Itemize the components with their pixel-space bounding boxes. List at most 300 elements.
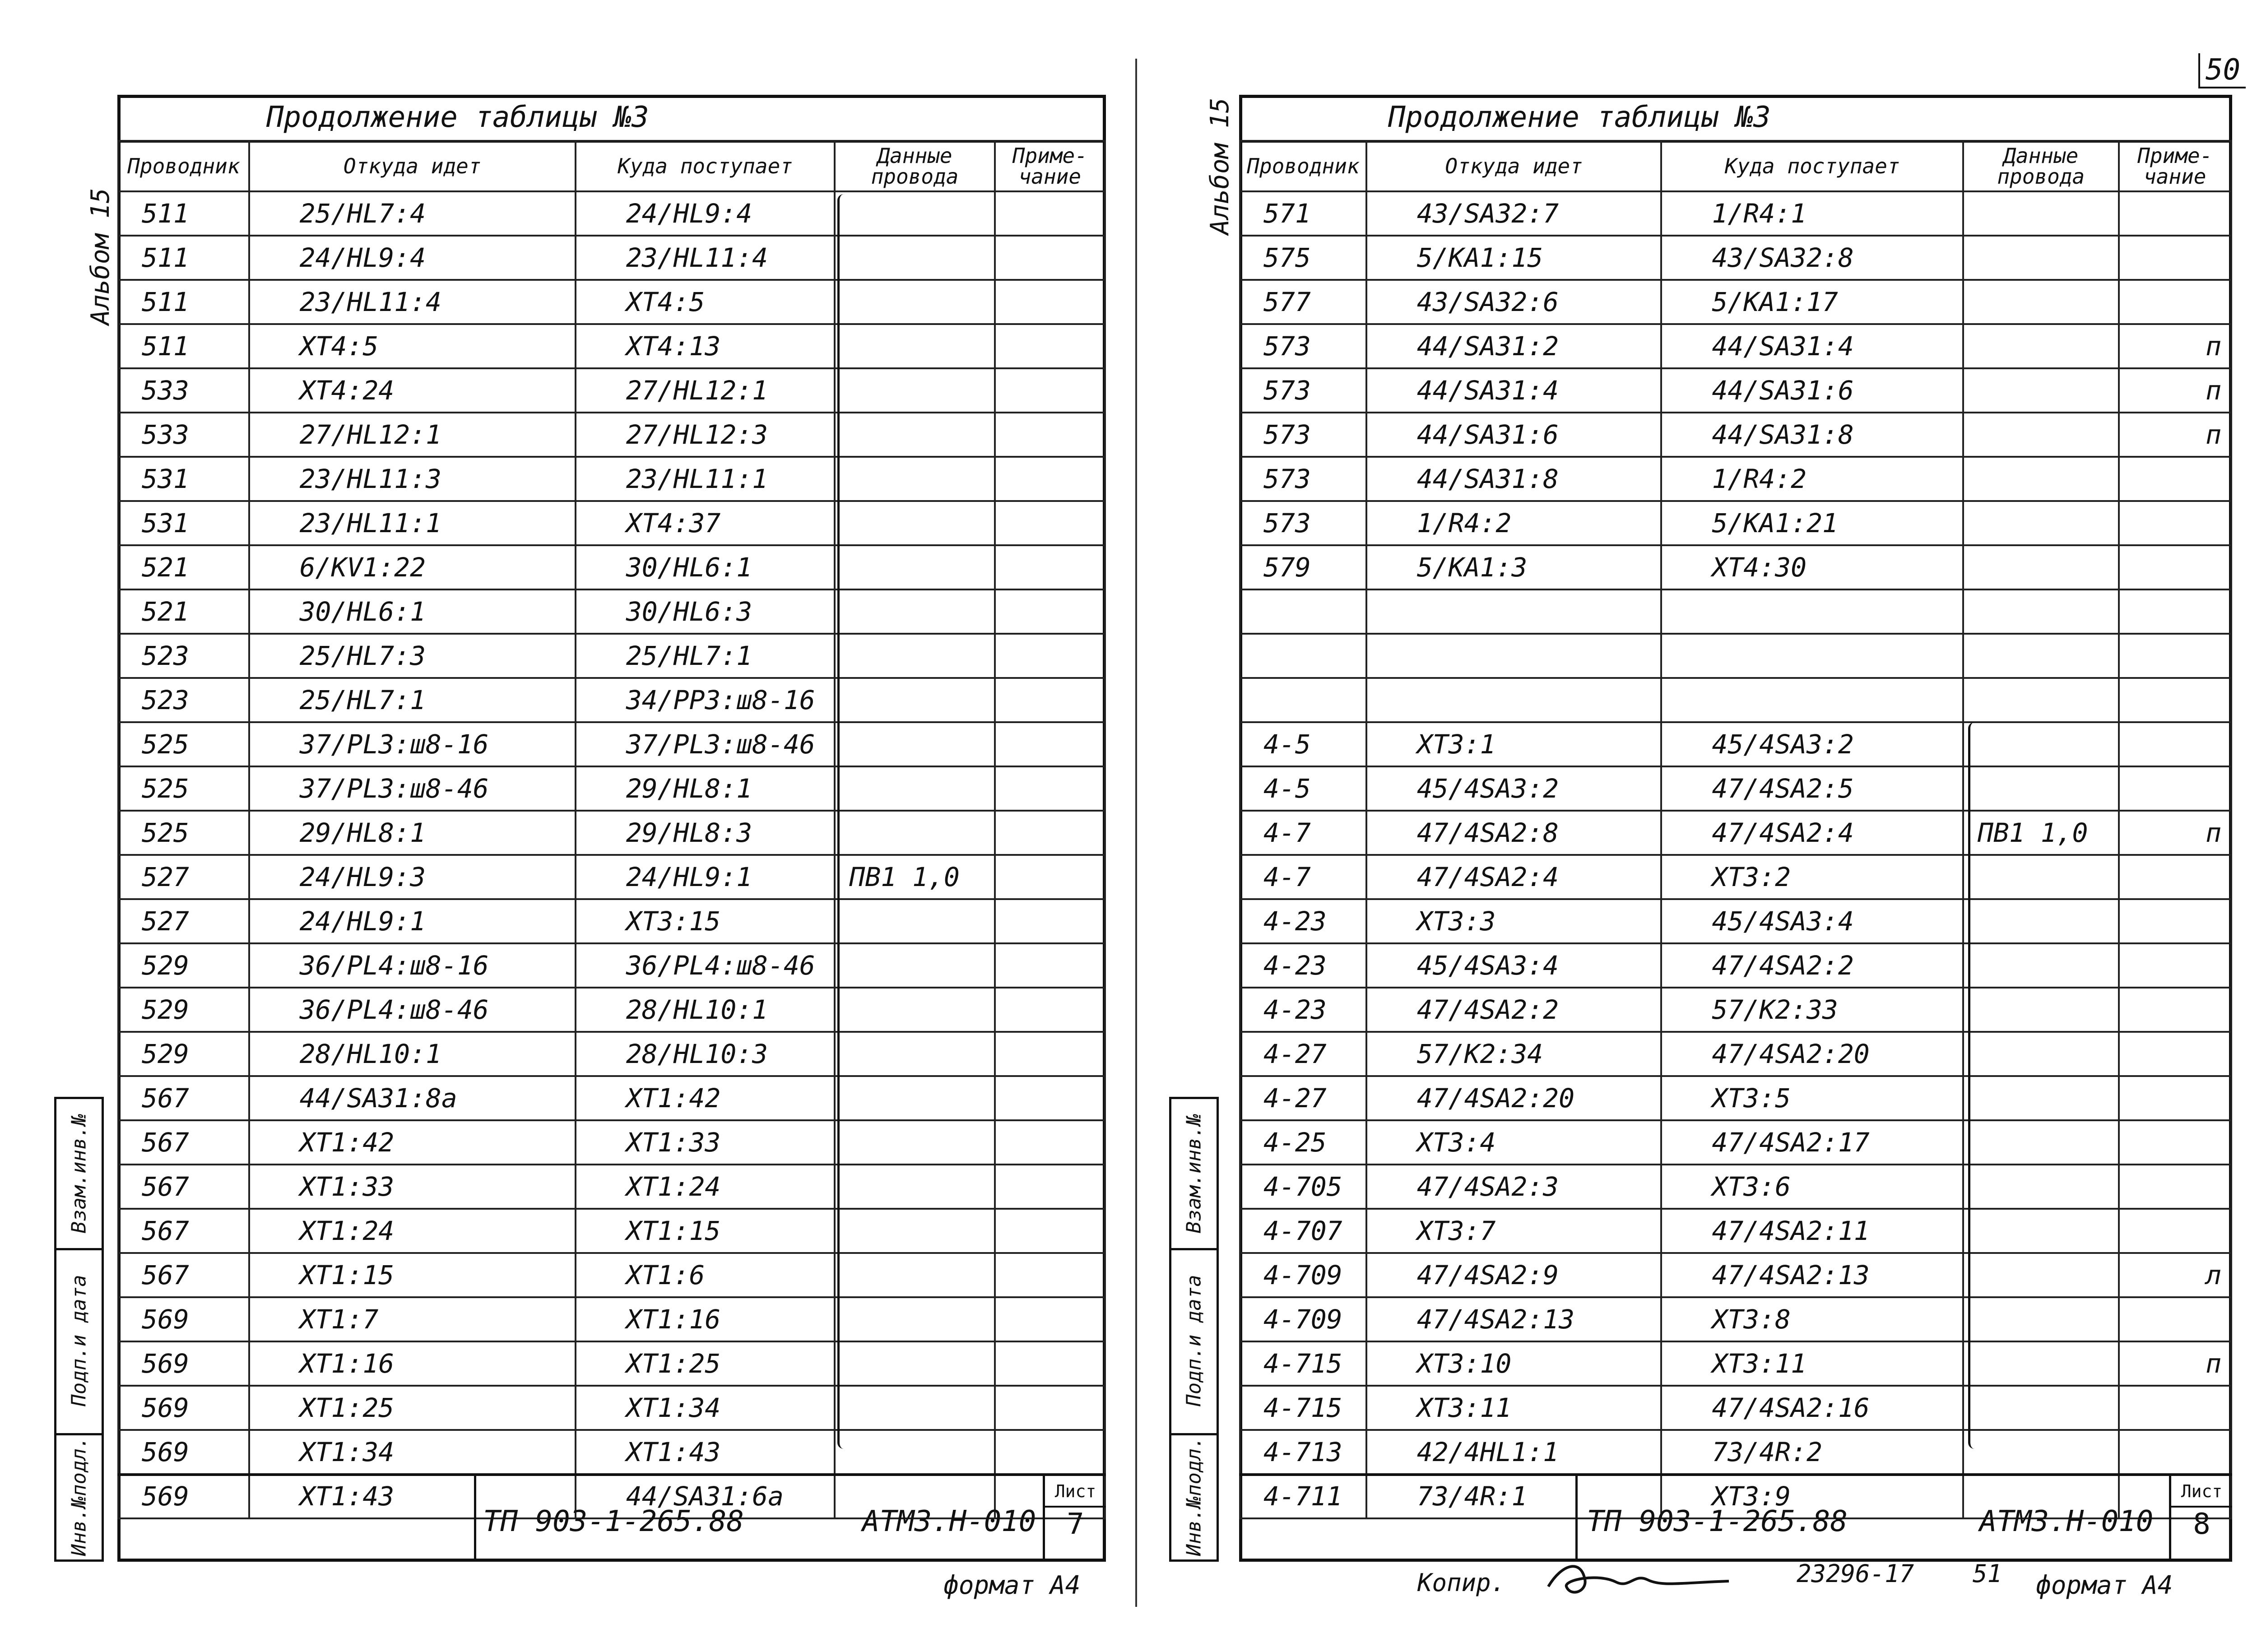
table-row	[118, 722, 1105, 766]
side-cell-signature-date: Подп.и дата	[56, 1248, 102, 1435]
cell-wire: 531	[118, 501, 249, 545]
table-row	[1240, 368, 2231, 413]
table-row	[118, 1209, 1105, 1253]
stamp-divider	[474, 1476, 476, 1562]
cell-wire-data	[835, 457, 994, 501]
cell-from	[1366, 678, 1662, 722]
table-row	[118, 634, 1105, 678]
cell-from: 47/4SA2:9	[1366, 1253, 1662, 1297]
cell-from: XT1:7	[249, 1297, 576, 1341]
cell-to	[1661, 589, 1963, 634]
cell-to: XT1:15	[576, 1209, 835, 1253]
cell-wire: 573	[1240, 501, 1366, 545]
cell-wire-data	[1963, 236, 2119, 280]
cell-note	[995, 1032, 1105, 1076]
cell-to: XT3:9	[1661, 1474, 1963, 1518]
stamp-divider	[1575, 1476, 1578, 1562]
table-row	[1240, 236, 2231, 280]
cell-from: XT4:5	[249, 324, 576, 368]
table-row	[1240, 899, 2231, 943]
cell-to: XT1:24	[576, 1165, 835, 1209]
cell-note	[2119, 1120, 2231, 1165]
cell-from: 36/PL4:ш8-46	[249, 988, 576, 1032]
table-row	[118, 1430, 1105, 1474]
cell-from: 23/HL11:4	[249, 280, 576, 324]
cell-note: п	[2119, 324, 2231, 368]
cell-note	[995, 589, 1105, 634]
cell-from: 25/HL7:3	[249, 634, 576, 678]
table-row	[1240, 1209, 2231, 1253]
cell-wire: 525	[118, 766, 249, 811]
cell-from: 45/4SA3:2	[1366, 766, 1662, 811]
cell-to: 28/HL10:1	[576, 988, 835, 1032]
cell-note	[2119, 722, 2231, 766]
cell-wire-data	[1963, 722, 2119, 766]
right-sheet-number-box	[2169, 1476, 2232, 1562]
cell-wire-data	[1963, 678, 2119, 722]
cell-wire-data	[1963, 1297, 2119, 1341]
cell-wire: 511	[118, 324, 249, 368]
cell-wire-data	[1963, 1209, 2119, 1253]
cell-to: 5/KA1:21	[1661, 501, 1963, 545]
cell-from: XT1:43	[249, 1474, 576, 1518]
cell-wire-data	[835, 634, 994, 678]
cell-to: 1/R4:1	[1661, 191, 1963, 236]
cell-wire: 573	[1240, 324, 1366, 368]
table-row	[118, 1341, 1105, 1386]
cell-from: 37/PL3:ш8-16	[249, 722, 576, 766]
cell-to: XT3:8	[1661, 1297, 1963, 1341]
right-data-brace	[1968, 722, 1984, 1449]
cell-from: 23/HL11:3	[249, 457, 576, 501]
left-sheet-number: 7	[1067, 1508, 1084, 1541]
cell-from: 6/KV1:22	[249, 545, 576, 589]
table-row	[118, 545, 1105, 589]
header-wire: Проводник	[118, 141, 249, 191]
cell-wire: 573	[1240, 457, 1366, 501]
cell-wire-data: ПВ1 1,0	[1963, 811, 2119, 855]
header-wire-data: Данные провода	[1963, 141, 2119, 191]
table-row	[1240, 1253, 2231, 1297]
cell-note	[995, 501, 1105, 545]
cell-wire: 573	[1240, 368, 1366, 413]
cell-note	[2119, 1297, 2231, 1341]
cell-wire-data	[835, 766, 994, 811]
cell-wire: 511	[118, 280, 249, 324]
cell-from: 42/4HL1:1	[1366, 1430, 1662, 1474]
cell-note	[2119, 1386, 2231, 1430]
cell-wire: 4-23	[1240, 899, 1366, 943]
cell-to: XT1:25	[576, 1341, 835, 1386]
cell-from: XT3:11	[1366, 1386, 1662, 1430]
table-row	[118, 191, 1105, 236]
header-note: Приме-чание	[995, 141, 1105, 191]
cell-to: 44/SA31:8	[1661, 413, 1963, 457]
table-row	[118, 589, 1105, 634]
cell-to: 24/HL9:4	[576, 191, 835, 236]
header-from: Откуда идет	[1366, 141, 1662, 191]
cell-wire-data	[835, 1165, 994, 1209]
cell-to: XT4:13	[576, 324, 835, 368]
table-row	[1240, 1386, 2231, 1430]
cell-wire-data	[1963, 1165, 2119, 1209]
cell-note	[2119, 766, 2231, 811]
cell-note	[2119, 589, 2231, 634]
cell-note	[995, 811, 1105, 855]
cell-wire: 529	[118, 943, 249, 988]
table-row	[118, 280, 1105, 324]
cell-wire-data	[835, 722, 994, 766]
cell-wire-data	[1963, 1341, 2119, 1386]
cell-from: 47/4SA2:3	[1366, 1165, 1662, 1209]
cell-note	[2119, 1032, 2231, 1076]
cell-to: XT3:2	[1661, 855, 1963, 899]
cell-from: 30/HL6:1	[249, 589, 576, 634]
cell-wire: 571	[1240, 191, 1366, 236]
cell-wire: 533	[118, 413, 249, 457]
cell-wire: 4-23	[1240, 988, 1366, 1032]
cell-from: XT3:4	[1366, 1120, 1662, 1165]
cell-wire-data	[835, 236, 994, 280]
cell-note	[2119, 943, 2231, 988]
cell-note	[2119, 1209, 2231, 1253]
cell-wire: 577	[1240, 280, 1366, 324]
table-row	[1240, 545, 2231, 589]
cell-wire-data	[835, 678, 994, 722]
cell-to: 37/PL3:ш8-46	[576, 722, 835, 766]
cell-note	[995, 413, 1105, 457]
cell-wire-data	[1963, 457, 2119, 501]
cell-wire: 527	[118, 899, 249, 943]
table-row	[1240, 1430, 2231, 1474]
cell-from: 44/SA31:8а	[249, 1076, 576, 1120]
cell-from: XT1:25	[249, 1386, 576, 1430]
cell-to: 47/4SA2:2	[1661, 943, 1963, 988]
cell-note	[995, 280, 1105, 324]
table-row	[118, 1253, 1105, 1297]
table-row	[118, 457, 1105, 501]
cell-note	[995, 1253, 1105, 1297]
cell-note: п	[2119, 1341, 2231, 1386]
cell-wire-data	[1963, 501, 2119, 545]
cell-to: XT1:6	[576, 1253, 835, 1297]
left-wire-table	[117, 140, 1106, 1519]
side-cell-original-inv: Инв.№подл.	[1182, 1436, 1206, 1556]
cell-from: 43/SA32:7	[1366, 191, 1662, 236]
cell-wire-data	[1963, 1076, 2119, 1120]
cell-wire: 525	[118, 722, 249, 766]
cell-to	[1661, 678, 1963, 722]
table-row	[1240, 1341, 2231, 1386]
cell-to: 34/PP3:ш8-16	[576, 678, 835, 722]
table-row	[118, 1386, 1105, 1430]
cell-to: 29/HL8:1	[576, 766, 835, 811]
cell-wire-data	[1963, 988, 2119, 1032]
cell-to: XT1:16	[576, 1297, 835, 1341]
cell-to: XT1:42	[576, 1076, 835, 1120]
header-to: Куда поступает	[576, 141, 835, 191]
left-data-brace	[837, 194, 853, 1449]
header-from: Откуда идет	[249, 141, 576, 191]
left-doc-id: АТМ3.Н-010	[862, 1505, 1036, 1538]
table-row	[1240, 280, 2231, 324]
table-row	[1240, 722, 2231, 766]
cell-from: 24/HL9:4	[249, 236, 576, 280]
cell-wire: 567	[118, 1253, 249, 1297]
table-row	[1240, 811, 2231, 855]
table-row	[1240, 191, 2231, 236]
left-side-stamp	[54, 1097, 104, 1562]
cell-from: 47/4SA2:13	[1366, 1297, 1662, 1341]
cell-note	[995, 1430, 1105, 1474]
table-row	[1240, 943, 2231, 988]
cell-to: XT3:5	[1661, 1076, 1963, 1120]
cell-to: 47/4SA2:4	[1661, 811, 1963, 855]
table-row	[118, 1076, 1105, 1120]
cell-wire-data	[835, 368, 994, 413]
copy-label: Копир.	[1417, 1568, 1506, 1597]
cell-wire-data	[1963, 413, 2119, 457]
cell-wire: 4-27	[1240, 1076, 1366, 1120]
cell-from: XT1:24	[249, 1209, 576, 1253]
cell-note	[995, 899, 1105, 943]
cell-from	[1366, 589, 1662, 634]
cell-from: 47/4SA2:2	[1366, 988, 1662, 1032]
cell-to: 44/SA31:4	[1661, 324, 1963, 368]
cell-from: XT1:34	[249, 1430, 576, 1474]
table-row	[1240, 501, 2231, 545]
cell-wire-data	[835, 811, 994, 855]
cell-note	[2119, 191, 2231, 236]
header-note: Приме-чание	[2119, 141, 2231, 191]
cell-wire: 4-705	[1240, 1165, 1366, 1209]
cell-to: 47/4SA2:5	[1661, 766, 1963, 811]
cell-wire-data	[835, 1341, 994, 1386]
header-to: Куда поступает	[1661, 141, 1963, 191]
cell-wire-data	[1963, 1430, 2119, 1474]
cell-wire: 4-715	[1240, 1386, 1366, 1430]
cell-note	[995, 236, 1105, 280]
cell-wire: 4-5	[1240, 722, 1366, 766]
cell-note	[995, 722, 1105, 766]
cell-note	[2119, 236, 2231, 280]
cell-wire	[1240, 634, 1366, 678]
table-row	[1240, 766, 2231, 811]
table-row	[1240, 1120, 2231, 1165]
cell-note	[2119, 1076, 2231, 1120]
header-wire-data: Данные провода	[835, 141, 994, 191]
cell-wire: 569	[118, 1341, 249, 1386]
cell-to: XT4:30	[1661, 545, 1963, 589]
cell-note	[995, 766, 1105, 811]
cell-note	[2119, 1165, 2231, 1209]
table-row	[1240, 855, 2231, 899]
cell-wire-data	[835, 1076, 994, 1120]
cell-wire: 531	[118, 457, 249, 501]
table-row	[118, 766, 1105, 811]
cell-wire: 4-7	[1240, 855, 1366, 899]
right-title-block	[1239, 1473, 2232, 1562]
cell-to: 45/4SA3:2	[1661, 722, 1963, 766]
table-row	[118, 324, 1105, 368]
cell-to: 36/PL4:ш8-46	[576, 943, 835, 988]
cell-note	[2119, 545, 2231, 589]
cell-wire-data	[1963, 766, 2119, 811]
cell-wire: 4-715	[1240, 1341, 1366, 1386]
cell-wire	[1240, 678, 1366, 722]
cell-wire: 523	[118, 634, 249, 678]
cell-to: 47/4SA2:13	[1661, 1253, 1963, 1297]
table-row	[118, 1297, 1105, 1341]
cell-note	[2119, 1430, 2231, 1474]
cell-wire: 575	[1240, 236, 1366, 280]
cell-wire: 521	[118, 589, 249, 634]
cell-wire: 4-707	[1240, 1209, 1366, 1253]
table-row	[118, 899, 1105, 943]
cell-to	[1661, 634, 1963, 678]
table-row	[118, 988, 1105, 1032]
cell-wire-data	[1963, 368, 2119, 413]
cell-note	[995, 678, 1105, 722]
cell-from: 25/HL7:4	[249, 191, 576, 236]
cell-from: XT3:3	[1366, 899, 1662, 943]
copyist-signature	[1544, 1555, 1733, 1605]
cell-from: 43/SA32:6	[1366, 280, 1662, 324]
cell-to: 27/HL12:3	[576, 413, 835, 457]
cell-from: XT3:7	[1366, 1209, 1662, 1253]
cell-from: 44/SA31:2	[1366, 324, 1662, 368]
cell-wire: 569	[118, 1386, 249, 1430]
cell-note	[2119, 280, 2231, 324]
cell-wire-data	[1963, 545, 2119, 589]
cell-wire-data	[1963, 1032, 2119, 1076]
cell-to: 47/4SA2:20	[1661, 1032, 1963, 1076]
right-sheet-label: Лист	[2171, 1478, 2232, 1508]
cell-wire: 4-709	[1240, 1297, 1366, 1341]
cell-note	[995, 457, 1105, 501]
cell-note: л	[2119, 1253, 2231, 1297]
cell-from: 27/HL12:1	[249, 413, 576, 457]
cell-to: 25/HL7:1	[576, 634, 835, 678]
cell-to: 73/4R:2	[1661, 1430, 1963, 1474]
cell-to: 45/4SA3:4	[1661, 899, 1963, 943]
cell-from: 1/R4:2	[1366, 501, 1662, 545]
cell-wire-data	[835, 1253, 994, 1297]
cell-note: п	[2119, 811, 2231, 855]
cell-from: 44/SA31:4	[1366, 368, 1662, 413]
cell-wire: 533	[118, 368, 249, 413]
cell-note	[995, 988, 1105, 1032]
cell-wire-data	[1963, 324, 2119, 368]
cell-to: 23/HL11:1	[576, 457, 835, 501]
cell-wire-data	[1963, 1120, 2119, 1165]
cell-note	[2119, 855, 2231, 899]
page-counter: 51	[1973, 1559, 2002, 1588]
table-row	[118, 368, 1105, 413]
cell-note	[2119, 988, 2231, 1032]
cell-wire: 4-27	[1240, 1032, 1366, 1076]
cell-wire-data	[1963, 1386, 2119, 1430]
cell-wire: 4-23	[1240, 943, 1366, 988]
cell-from: 44/SA31:6	[1366, 413, 1662, 457]
right-sheet-number: 8	[2193, 1508, 2211, 1541]
cell-wire-data	[835, 899, 994, 943]
header-wire: Проводник	[1240, 141, 1366, 191]
cell-note	[995, 368, 1105, 413]
cell-wire: 4-25	[1240, 1120, 1366, 1165]
cell-wire: 569	[118, 1430, 249, 1474]
cell-wire-data	[835, 1032, 994, 1076]
cell-to: 30/HL6:1	[576, 545, 835, 589]
cell-wire: 529	[118, 1032, 249, 1076]
cell-wire-data	[835, 1209, 994, 1253]
cell-wire-data	[835, 324, 994, 368]
cell-from: 45/4SA3:4	[1366, 943, 1662, 988]
cell-wire-data	[1963, 855, 2119, 899]
cell-to: XT3:11	[1661, 1341, 1963, 1386]
cell-to: 30/HL6:3	[576, 589, 835, 634]
table-row	[1240, 988, 2231, 1032]
cell-to: XT4:5	[576, 280, 835, 324]
cell-to: XT1:43	[576, 1430, 835, 1474]
table-header-row	[1240, 141, 2231, 191]
cell-to: 57/K2:33	[1661, 988, 1963, 1032]
cell-wire-data: ПВ1 1,0	[835, 855, 994, 899]
table-row	[1240, 634, 2231, 678]
cell-note	[2119, 634, 2231, 678]
cell-to: XT3:15	[576, 899, 835, 943]
cell-wire-data	[835, 545, 994, 589]
cell-to: 47/4SA2:16	[1661, 1386, 1963, 1430]
cell-note	[995, 1386, 1105, 1430]
table-row	[118, 811, 1105, 855]
order-number: 23296-17	[1797, 1559, 1914, 1588]
cell-note	[995, 855, 1105, 899]
cell-note	[2119, 457, 2231, 501]
table-row	[1240, 1076, 2231, 1120]
table-row	[118, 501, 1105, 545]
cell-wire: 567	[118, 1209, 249, 1253]
cell-from: XT4:24	[249, 368, 576, 413]
cell-note: п	[2119, 413, 2231, 457]
cell-note	[995, 1341, 1105, 1386]
cell-to: 43/SA32:8	[1661, 236, 1963, 280]
side-cell-replace-inv: Взам.инв.№	[56, 1099, 102, 1250]
right-format-label: формат А4	[2036, 1571, 2173, 1600]
cell-to: XT4:37	[576, 501, 835, 545]
cell-to: 27/HL12:1	[576, 368, 835, 413]
cell-note	[995, 1076, 1105, 1120]
cell-note	[2119, 678, 2231, 722]
cell-to: 29/HL8:3	[576, 811, 835, 855]
left-format-label: формат А4	[943, 1571, 1081, 1600]
cell-note	[995, 191, 1105, 236]
cell-wire-data	[835, 1120, 994, 1165]
cell-from: 57/K2:34	[1366, 1032, 1662, 1076]
cell-from: 24/HL9:3	[249, 855, 576, 899]
cell-wire: 567	[118, 1076, 249, 1120]
cell-wire: 569	[118, 1297, 249, 1341]
table-row	[1240, 1297, 2231, 1341]
cell-from: XT1:42	[249, 1120, 576, 1165]
right-doc-id: АТМ3.Н-010	[1979, 1505, 2154, 1538]
cell-note	[995, 1120, 1105, 1165]
left-table-caption: Продолжение таблицы №3	[117, 95, 1106, 143]
cell-wire-data	[835, 988, 994, 1032]
cell-to: 44/SA31:6	[1661, 368, 1963, 413]
cell-to: 47/4SA2:17	[1661, 1120, 1963, 1165]
cell-wire-data	[835, 1430, 994, 1474]
